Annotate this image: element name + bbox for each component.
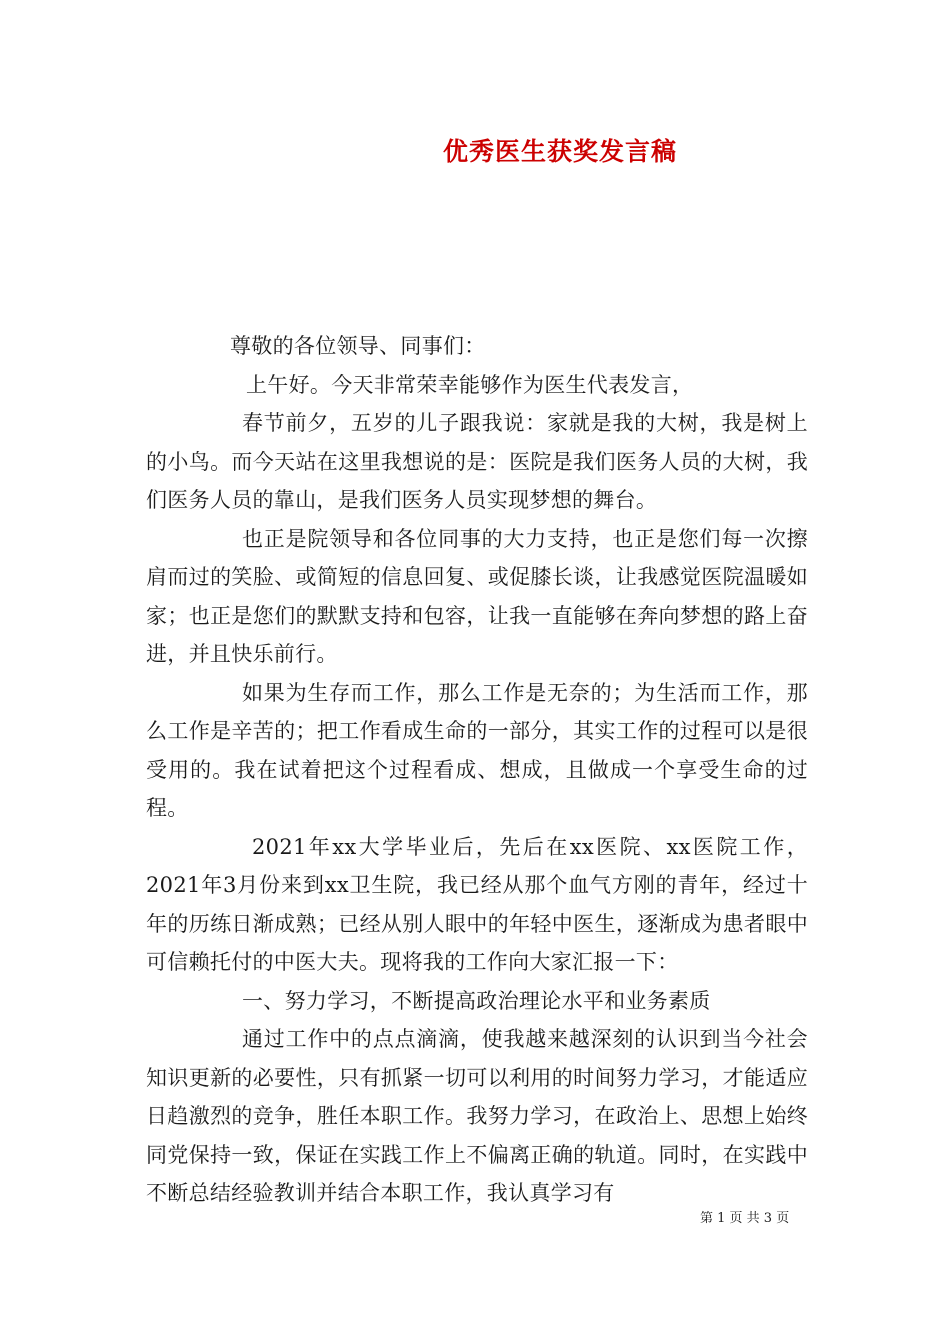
paragraph-2: 春节前夕，五岁的儿子跟我说：家就是我的大树，我是树上的小鸟。而今天站在这里我想说的是：医院是我们医务人员的大树，我们医务人员的靠山，是我们医务人员实现梦想的舞台。 bbox=[146, 411, 808, 512]
paragraph-3: 也正是院领导和各位同事的大力支持，也正是您们每一次擦肩而过的笑脸、或简短的信息回复、或促膝长谈，让我感觉医院温暖如家；也正是您们的默默支持和包容，让我一直能够在奔向梦想的路上奋进，并且快乐前行。 bbox=[146, 526, 808, 666]
document-body bbox=[146, 327, 808, 1213]
paragraph-5: 2021年xx大学毕业后，先后在xx医院、xx医院工作，2021年3月份来到xx卫生院，我已经从那个血气方刚的青年，经过十年的历练日渐成熟；已经从别人眼中的年轻中医生，逐渐成为患者眼中可信赖托付的中医大夫。现将我的工作向大家汇报一下： bbox=[146, 834, 808, 974]
paragraph-6: 通过工作中的点点滴滴，使我越来越深刻的认识到当今社会知识更新的必要性，只有抓紧一切可以利用的时间努力学习，才能适应日趋激烈的竞争，胜任本职工作。我努力学习，在政治上、思想上始终同党保持一致，保证在实践工作上不偏离正确的轨道。同时，在实践中不断总结经验教训并结合本职工作，我认真学习有 bbox=[146, 1027, 808, 1205]
paragraph-1: 上午好。今天非常荣幸能够作为医生代表发言， bbox=[246, 372, 694, 397]
document-title: 优秀医生获奖发言稿 bbox=[442, 137, 677, 166]
page-number-footer: 第 1 页 共 3 页 bbox=[700, 1211, 790, 1226]
section-heading-1: 一、努力学习，不断提高政治理论水平和业务素质 bbox=[242, 988, 711, 1013]
paragraph-4: 如果为生存而工作，那么工作是无奈的；为生活而工作，那么工作是辛苦的；把工作看成生命的一部分，其实工作的过程可以是很受用的。我在试着把这个过程看成、想成，且做成一个享受生命的过程。 bbox=[146, 680, 808, 820]
greeting-line: 尊敬的各位领导、同事们： bbox=[230, 334, 486, 358]
